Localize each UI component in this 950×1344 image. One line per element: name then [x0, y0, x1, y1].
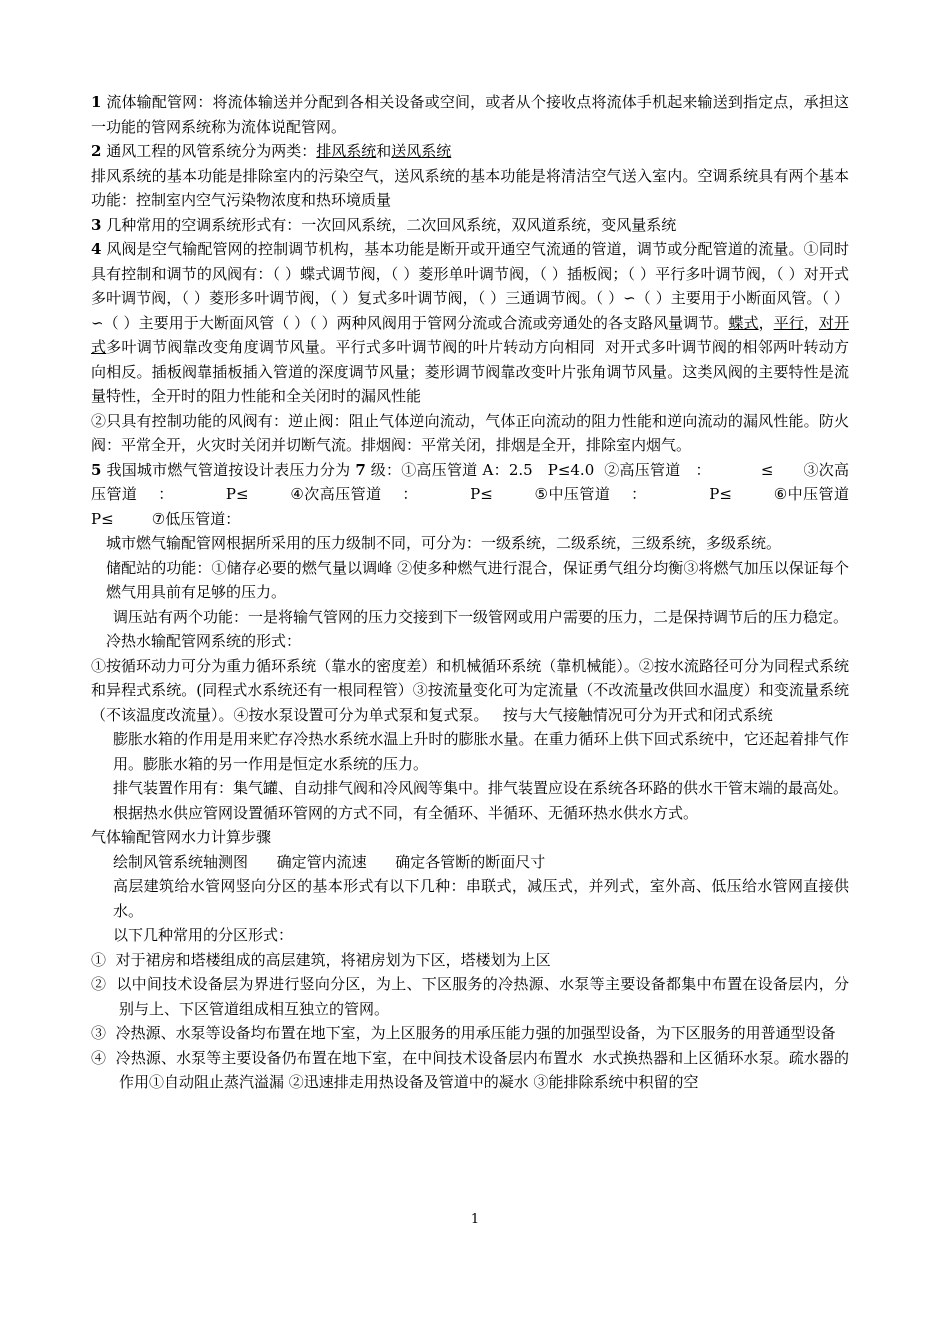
paragraph-18	[91, 874, 849, 923]
paragraph-14	[91, 776, 849, 801]
item-number: 3	[91, 215, 102, 234]
paragraph-text: 流体输配管网：将流体输送并分配到各相关设备或空间，或者从个接收点将流体手机起来输送到指定点，承担这一功能的管网系统称为流体说配管网。	[91, 93, 849, 136]
paragraph-text: ②只具有控制功能的风阀有：逆止阀：阻止气体逆向流动，气体正向流动的阻力性能和逆向流动的漏风性能。防火阀：平常全开，火灾时关闭并切断气流。排烟阀：平常关闭，排烟是全开，排除室内烟气。	[91, 411, 849, 454]
paragraph-text: 风阀是空气输配管网的控制调节机构，基本功能是断开或开通空气流通的管道，调节或分配管道的流量。①同时具有控制和调节的风阀有：（ ）蝶式调节阀，（ ）菱形单叶调节阀，（ ）插板阀；（ ）平行多叶调节阀，（ ）对开式多叶调节阀，（ ）菱形多叶调节阀，（ ）复式多叶调节阀，（ ）三通调节阀。（ ）∽（ ）主要用于小断面风管。（ ）∽（ ）主要用于大断面风管（ ）（ ）两种风阀用于管网分流或合流或旁通处的各支路风量调节。	[91, 240, 849, 332]
underlined-term: 送风系统	[391, 142, 452, 160]
underlined-term: 排风系统	[316, 142, 377, 160]
paragraph-11	[91, 629, 849, 654]
list-item-text: 对于裙房和塔楼组成的高层建筑，将裙房划为下区，塔楼划为上区	[115, 950, 551, 969]
paragraph-4	[91, 213, 849, 238]
paragraph-17	[91, 850, 849, 875]
underlined-term: 对开式	[91, 313, 849, 356]
paragraph-12	[91, 654, 849, 728]
list-marker: ④	[91, 1048, 107, 1067]
list-item-text: 冷热源、水泵等主要设备仍布置在地下室，在中间技术设备层内布置水 水式换热器和上区循环水泵。疏水器的作用①自动阻止蒸汽溢漏 ②迅速排走用热设备及管道中的凝水 ③能排除系统中积留的空	[115, 1048, 849, 1091]
page-number: 1	[470, 1212, 480, 1227]
paragraph-text: 和	[376, 142, 392, 160]
paragraph-3	[91, 164, 849, 213]
paragraph-16	[91, 825, 849, 850]
paragraph-text: 膨胀水箱的作用是用来贮存冷热水系统水温上升时的膨胀水量。在重力循环上供下回式系统中，它还起着排气作用。膨胀水箱的另一作用是恒定水系统的压力。	[113, 730, 849, 773]
paragraph-text: 排风系统的基本功能是排除室内的污染空气，送风系统的基本功能是将清洁空气送入室内。空调系统具有两个基本功能：控制室内空气污染物浓度和热环境质量	[91, 166, 849, 209]
paragraph-text: 调压站有两个功能：一是将输气管网的压力交接到下一级管网或用户需要的压力，二是保持调节后的压力稳定。	[113, 607, 849, 626]
paragraph-5	[91, 237, 849, 409]
list-item-text: 以中间技术设备层为界进行竖向分区，为上、下区服务的冷热源、水泵等主要设备都集中布置在设备层内，分别与上、下区管道组成相互独立的管网。	[116, 975, 849, 1018]
paragraph-text: ①按循环动力可分为重力循环系统（靠水的密度差）和机械循环系统（靠机械能）。②按水流路径可分为同程式系统和异程式系统。(同程式水系统还有一根同程管）③按流量变化可为定流量（不改流量改供回水温度）和变流量系统（不该温度改流量）。④按水泵设置可分为单式泵和复式泵。 按与大气接触情况可分为开式和闭式系统	[91, 656, 849, 724]
list-marker: ①	[91, 950, 107, 969]
list-item	[91, 1046, 849, 1095]
paragraph-19	[91, 923, 849, 948]
item-number: 2	[91, 142, 102, 160]
item-number: 4	[91, 240, 102, 258]
paragraph-1	[91, 90, 849, 139]
paragraph-13	[91, 727, 849, 776]
paragraph-text: 冷热水输配管网系统的形式：	[106, 632, 302, 650]
paragraph-text: 多叶调节阀靠改变角度调节风量。平行式多叶调节阀的叶片转动方向相同 对开式多叶调节阀的相邻两叶转动方向相反。插板阀靠插板插入管道的深度调节风量；菱形调节阀靠改变叶片张角调节风量。这类风阀的主要特性是流量特性，全开时的阻力性能和全关闭时的漏风性能	[91, 338, 849, 405]
bold-number: 7	[355, 460, 366, 479]
paragraph-text: 几种常用的空调系统形式有：一次回风系统，二次回风系统，双风道系统，变风量系统	[101, 215, 677, 234]
paragraph-text: 高层建筑给水管网竖向分区的基本形式有以下几种：串联式，减压式，并列式，室外高、低压给水管网直接供水。	[113, 877, 849, 920]
paragraph-2	[91, 139, 849, 164]
paragraph-text: 级：①高压管道 A：2.5 P≤4.0 ②高压管道 ： ≤ ③次高压管道 ： P≤ ④次高压管道 ： P≤ ⑤中压管道 ： P≤ ⑥中压管道 P≤ ⑦低压管道：	[91, 460, 916, 528]
paragraph-text: 我国城市燃气管道按设计表压力分为	[101, 460, 356, 479]
item-number: 5	[91, 460, 102, 479]
paragraph-text: 以下几种常用的分区形式：	[113, 926, 294, 944]
paragraph-15	[91, 801, 849, 826]
list-item-text: 冷热源、水泵等设备均布置在地下室，为上区服务的用承压能力强的加强型设备，为下区服务的用普通型设备	[115, 1024, 836, 1042]
paragraph-text: 储配站的功能：①储存必要的燃气量以调峰 ②使多种燃气进行混合，保证勇气组分均衡③将燃气加压以保证每个燃气用具前有足够的压力。	[106, 558, 849, 601]
list-item	[91, 972, 849, 1021]
list-item	[91, 948, 849, 973]
paragraph-8	[91, 531, 849, 556]
item-number: 1	[91, 93, 102, 111]
paragraph-text: ，	[803, 313, 819, 332]
paragraph-text: 根据热水供应管网设置循环管网的方式不同，有全循环、半循环、无循环热水供水方式。	[113, 803, 699, 822]
paragraph-7	[91, 458, 916, 532]
list-marker: ③	[91, 1024, 107, 1042]
paragraph-9	[91, 556, 849, 605]
paragraph-text: 排气装置作用有：集气罐、自动排气阀和冷风阀等集中。排气装置应设在系统各环路的供水干管末端的最高处。	[113, 779, 849, 797]
underlined-term: 平行	[773, 313, 804, 332]
paragraph-10	[91, 605, 849, 630]
list-marker: ②	[91, 975, 107, 993]
list-item	[91, 1021, 849, 1046]
underlined-term: 蝶式	[728, 313, 759, 332]
paragraph-text: ，	[758, 313, 774, 332]
paragraph-text: 气体输配管网水力计算步骤	[91, 828, 272, 846]
paragraph-text: 绘制风管系统轴测图 确定管内流速 确定各管断的断面尺寸	[113, 852, 546, 871]
paragraph-text: 城市燃气输配管网根据所采用的压力级制不同，可分为：一级系统，二级系统，三级系统，多级系统。	[106, 534, 782, 552]
paragraph-text: 通风工程的风管系统分为两类：	[101, 142, 317, 160]
paragraph-6	[91, 409, 849, 458]
document-body	[91, 90, 916, 1095]
